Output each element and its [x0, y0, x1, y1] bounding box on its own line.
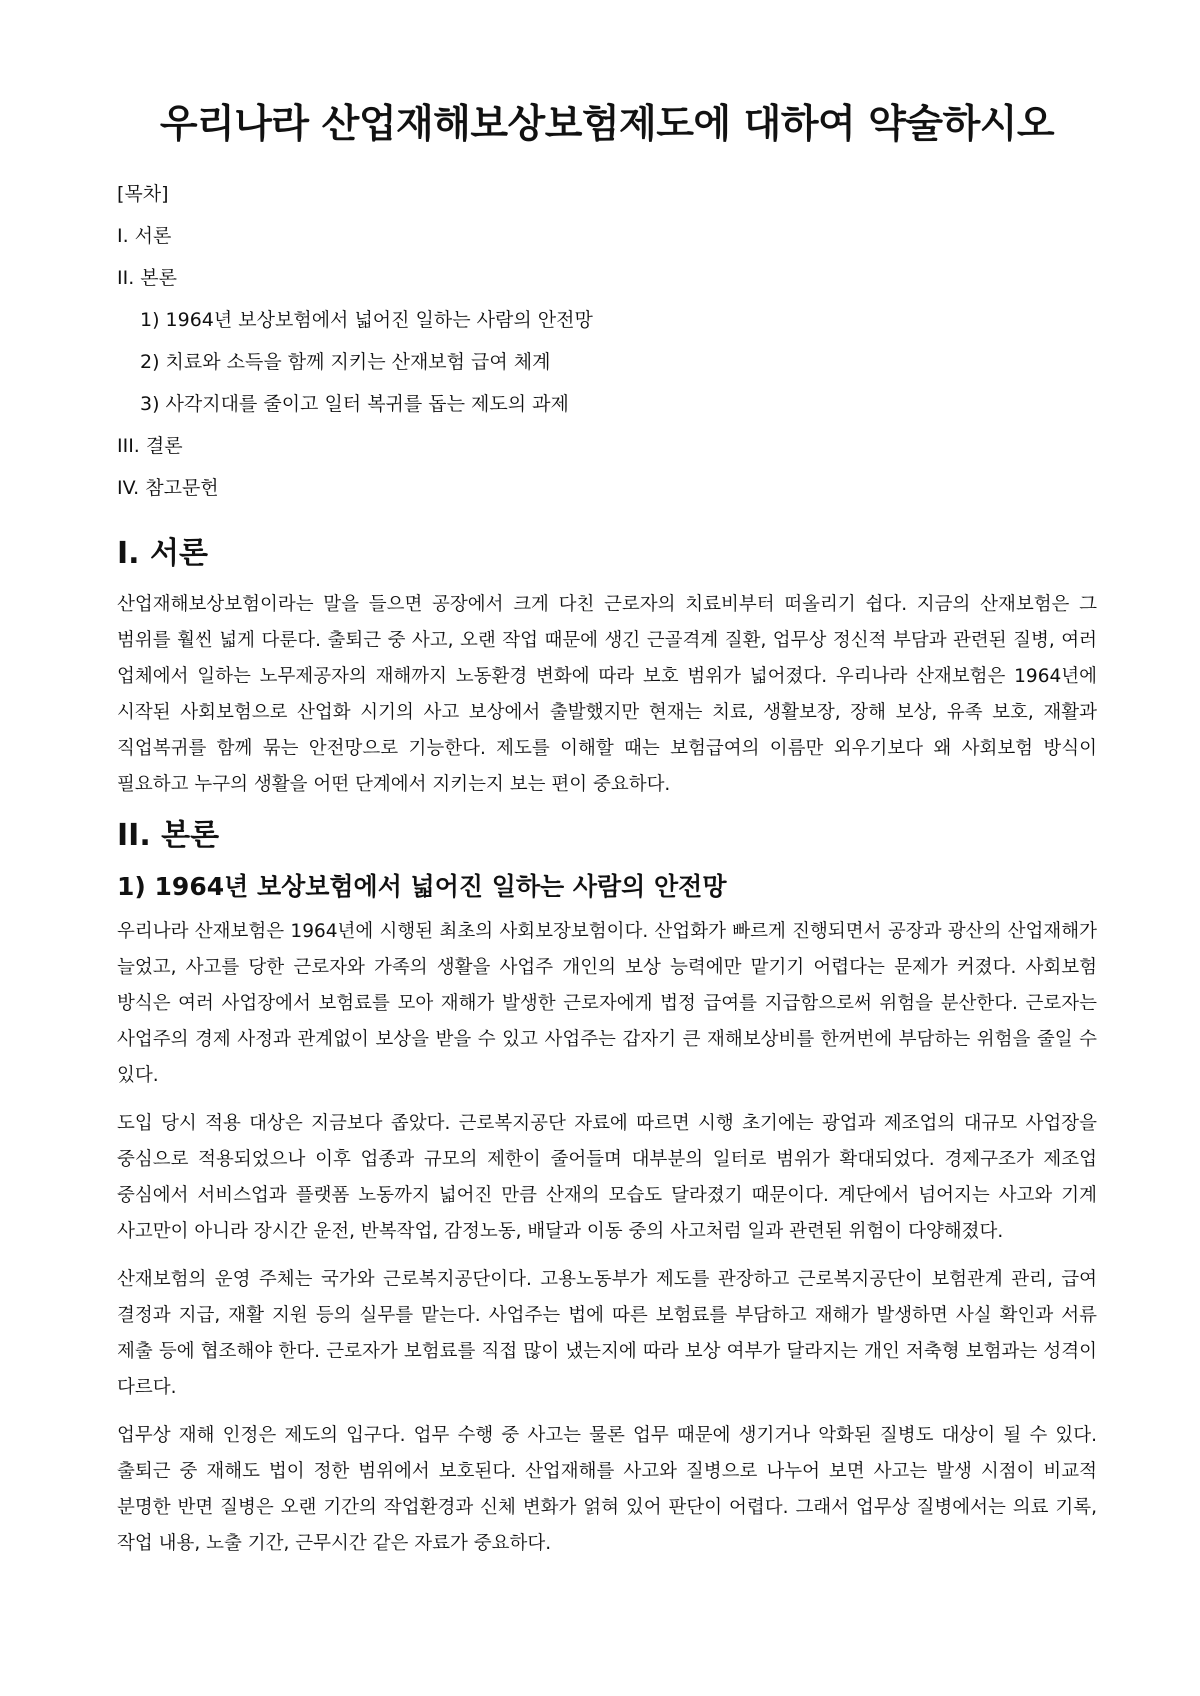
- body-section: [117, 815, 1097, 1562]
- table-of-contents: [117, 173, 1097, 509]
- toc-item-introduction: I. 서론: [117, 224, 172, 247]
- toc-item-body-sub1: 1) 1964년 보상보험에서 넓어진 일하는 사람의 안전망: [140, 308, 593, 331]
- introduction-section: [117, 533, 1097, 803]
- introduction-paragraph: 산업재해보상보험이라는 말을 들으면 공장에서 크게 다친 근로자의 치료비부터 떠올리기 쉽다. 지금의 산재보험은 그 범위를 훨씬 넓게 다룬다. 출퇴근 중 사고, 오랜 작업 때문에 생긴 근골격계 질환, 업무상 정신적 부담과 관련된 질병, 여러 업체에서 일하는 노무제공자의 재해까지 노동환경 변화에 따라 보호 범위가 넓어졌다. 우리나라 산재보험은 1964년에 시작된 사회보험으로 산업화 시기의 사고 보상에서 출발했지만 현재는 치료, 생활보장, 장해 보상, 유족 보호, 재활과 직업복귀를 함께 묶는 안전망으로 기능한다. 제도를 이해할 때는 보험급여의 이름만 외우기보다 왜 사회보험 방식이 필요하고 누구의 생활을 어떤 단계에서 지키는지 보는 편이 중요하다.: [117, 593, 1097, 795]
- toc-item-references: IV. 참고문헌: [117, 476, 219, 499]
- subsection-1-paragraph: 업무상 재해 인정은 제도의 입구다. 업무 수행 중 사고는 물론 업무 때문에 생기거나 악화된 질병도 대상이 될 수 있다. 출퇴근 중 재해도 법이 정한 범위에서 보호된다. 산업재해를 사고와 질병으로 나누어 보면 사고는 발생 시점이 비교적 분명한 반면 질병은 오랜 기간의 작업환경과 신체 변화가 얽혀 있어 판단이 어렵다. 그래서 업무상 질병에서는 의료 기록, 작업 내용, 노출 기간, 근무시간 같은 자료가 중요하다.: [117, 1424, 1097, 1554]
- toc-item-body: II. 본론: [117, 266, 177, 289]
- document-page: [117, 100, 1097, 1574]
- toc-item-conclusion: III. 결론: [117, 434, 183, 457]
- toc-heading: [목차]: [117, 182, 169, 205]
- subsection-1-paragraph: 도입 당시 적용 대상은 지금보다 좁았다. 근로복지공단 자료에 따르면 시행 초기에는 광업과 제조업의 대규모 사업장을 중심으로 적용되었으나 이후 업종과 규모의 제한이 줄어들며 대부분의 일터로 범위가 확대되었다. 경제구조가 제조업 중심에서 서비스업과 플랫폼 노동까지 넓어진 만큼 산재의 모습도 달라졌기 때문이다. 계단에서 넘어지는 사고와 기계 사고만이 아니라 장시간 운전, 반복작업, 감정노동, 배달과 이동 중의 사고처럼 일과 관련된 위험이 다양해졌다.: [117, 1112, 1097, 1242]
- subsection-1-heading: 1) 1964년 보상보험에서 넓어진 일하는 사람의 안전망: [117, 871, 727, 901]
- toc-item-body-sub2: 2) 치료와 소득을 함께 지키는 산재보험 급여 체계: [140, 350, 551, 373]
- toc-item-body-sub3: 3) 사각지대를 줄이고 일터 복귀를 돕는 제도의 과제: [140, 392, 569, 415]
- document-title: 우리나라 산업재해보상보험제도에 대하여 약술하시오: [159, 102, 1055, 147]
- introduction-heading: I. 서론: [117, 535, 208, 571]
- subsection-1-paragraph: 우리나라 산재보험은 1964년에 시행된 최초의 사회보장보험이다. 산업화가 빠르게 진행되면서 공장과 광산의 산업재해가 늘었고, 사고를 당한 근로자와 가족의 생활을 사업주 개인의 보상 능력에만 맡기기 어렵다는 문제가 커졌다. 사회보험 방식은 여러 사업장에서 보험료를 모아 재해가 발생한 근로자에게 법정 급여를 지급함으로써 위험을 분산한다. 근로자는 사업주의 경제 사정과 관계없이 보상을 받을 수 있고 사업주는 갑자기 큰 재해보상비를 한꺼번에 부담하는 위험을 줄일 수 있다.: [117, 920, 1097, 1086]
- body-heading: II. 본론: [117, 817, 220, 853]
- subsection-1-paragraph: 산재보험의 운영 주체는 국가와 근로복지공단이다. 고용노동부가 제도를 관장하고 근로복지공단이 보험관계 관리, 급여 결정과 지급, 재활 지원 등의 실무를 맡는다. 사업주는 법에 따른 보험료를 부담하고 재해가 발생하면 사실 확인과 서류 제출 등에 협조해야 한다. 근로자가 보험료를 직접 많이 냈는지에 따라 보상 여부가 달라지는 개인 저축형 보험과는 성격이 다르다.: [117, 1268, 1097, 1398]
